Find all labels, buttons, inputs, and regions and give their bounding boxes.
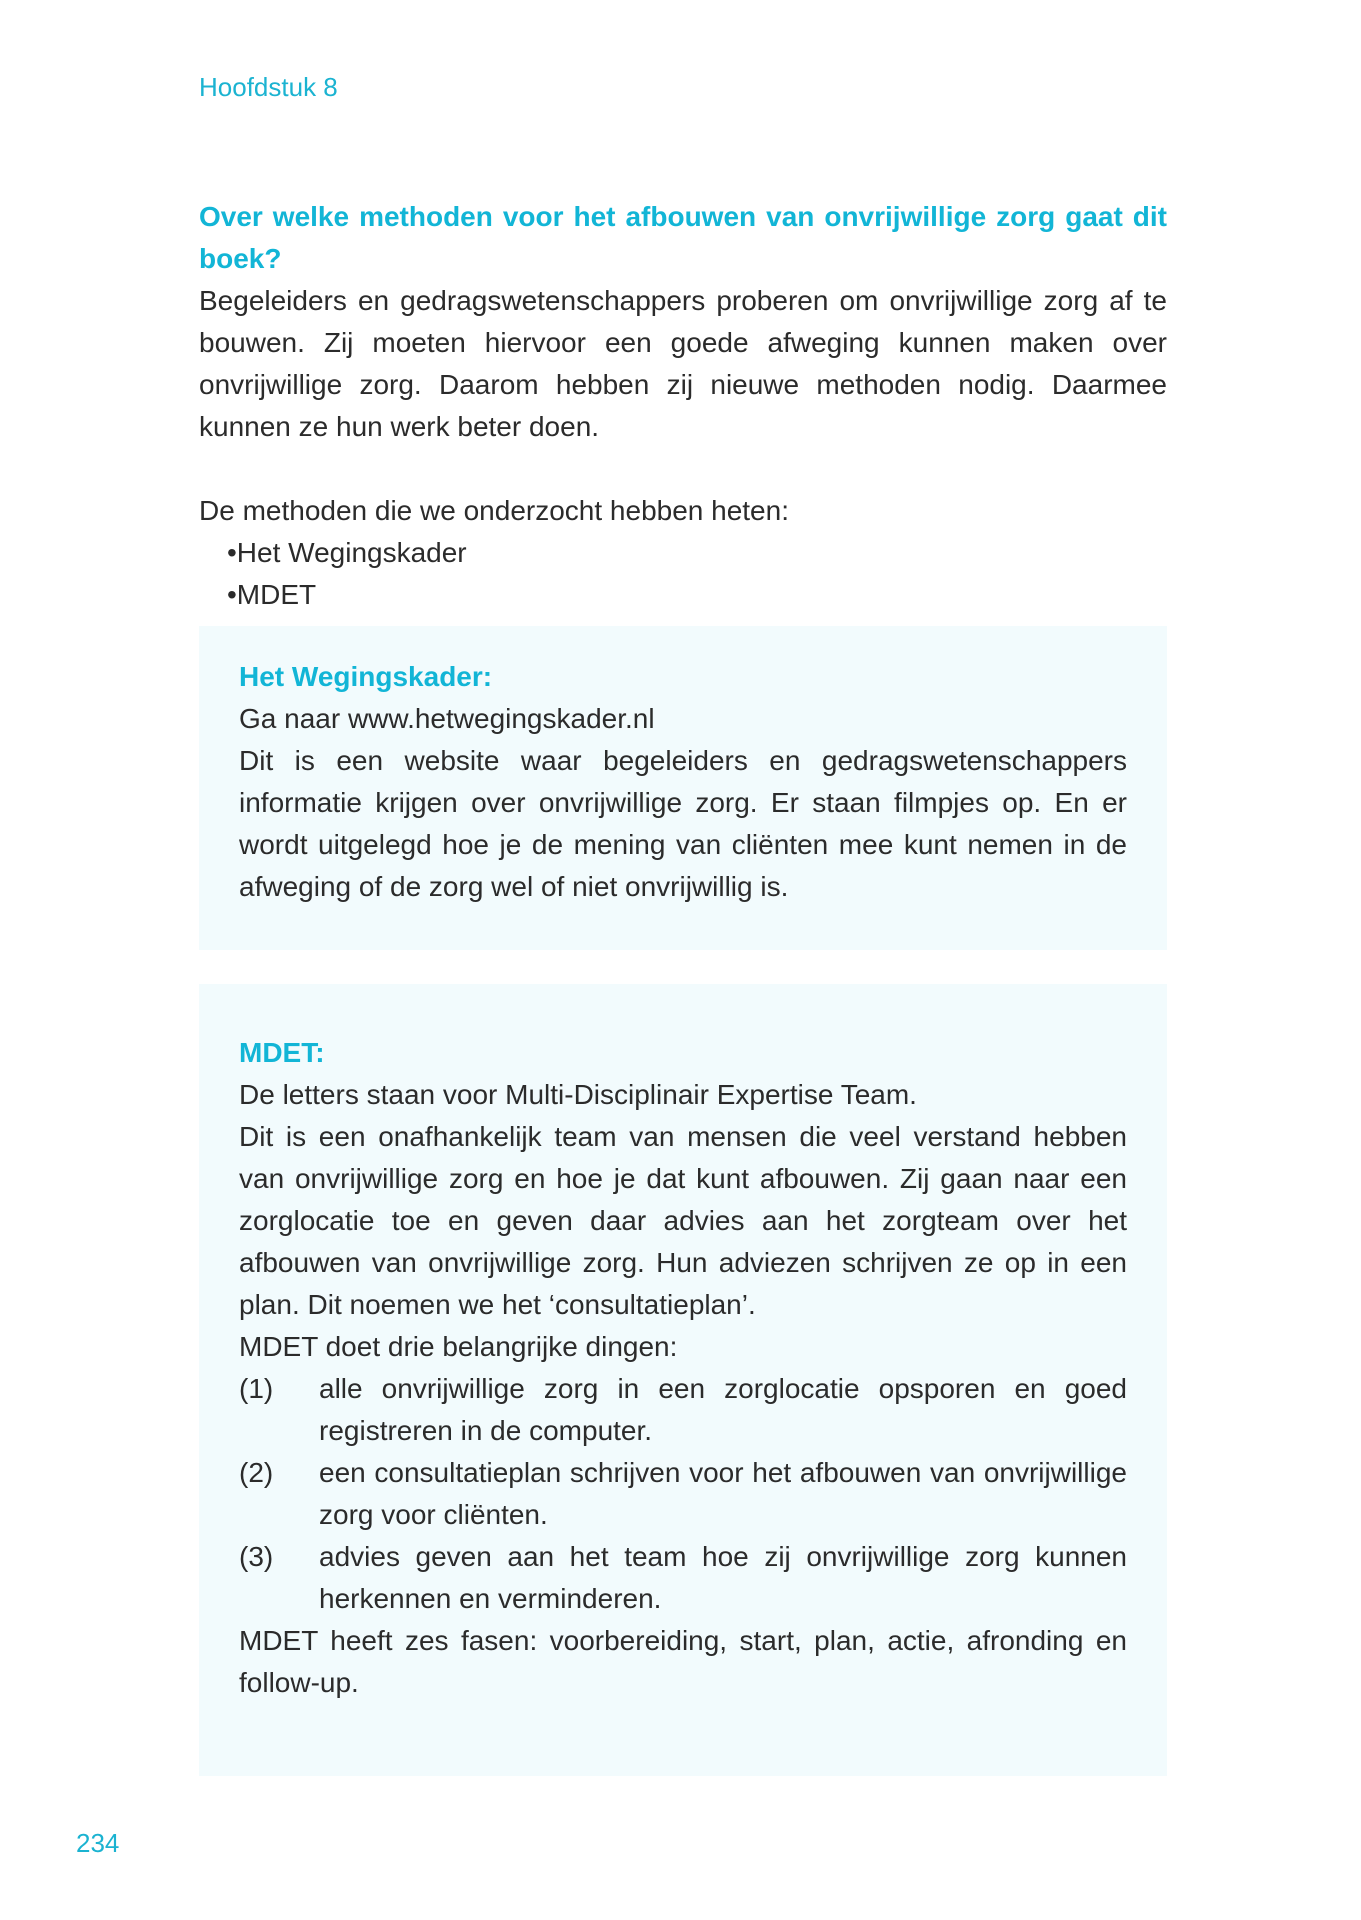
page-number: 234 <box>76 1828 120 1858</box>
task-text: een consultatieplan schrijven voor het afbouwen van onvrijwillige zorg voor cliënten. <box>319 1457 1127 1530</box>
mdet-text: Dit is een onafhankelijk team van mensen die veel verstand hebben van onvrijwillige zorg en hoe je dat kunt afbouwen. Zij gaan naar een zorglocatie toe en geven daar advies aan het zorgteam over het afbouwen van onvrijwillige zorg. Hun adviezen schrijven ze op in een plan. Dit noemen we het ‘consultatieplan’. <box>239 1121 1127 1320</box>
task-text: alle onvrijwillige zorg in een zorglocatie opsporen en goed registreren in de computer. <box>319 1373 1127 1446</box>
methods-intro: De methoden die we onderzocht hebben heten: <box>199 495 789 526</box>
mdet-phases: MDET heeft zes fasen: voorbereiding, start, plan, actie, afronding en follow-up. <box>239 1625 1127 1698</box>
wegingskader-link-line: Ga naar www.hetwegingskader.nl <box>239 703 655 734</box>
task-number: (2) <box>239 1457 274 1488</box>
section-heading: Over welke methoden voor het afbouwen van onvrijwillige zorg gaat dit boek? <box>199 201 1167 274</box>
wegingskader-box <box>199 626 1167 950</box>
task-text: advies geven aan het team hoe zij onvrijwillige zorg kunnen herkennen en verminderen. <box>319 1541 1127 1614</box>
mdet-box <box>199 984 1167 1776</box>
intro-paragraph: Begeleiders en gedragswetenschappers proberen om onvrijwillige zorg af te bouwen. Zij moeten hiervoor een goede afweging kunnen maken over onvrijwillige zorg. Daarom hebben zij nieuwe methoden nodig. Daarmee kunnen ze hun werk beter doen. <box>199 285 1167 442</box>
task-number: (1) <box>239 1373 274 1404</box>
wegingskader-title: Het Wegingskader: <box>239 661 493 692</box>
mdet-title: MDET: <box>239 1037 325 1068</box>
list-item <box>239 1368 1127 1452</box>
list-item <box>239 1536 1127 1620</box>
task-number: (3) <box>239 1541 274 1572</box>
list-item <box>239 1452 1127 1536</box>
mdet-tasks-list <box>239 1368 1127 1620</box>
mdet-tasks-intro: MDET doet drie belangrijke dingen: <box>239 1331 678 1362</box>
wegingskader-text: Dit is een website waar begeleiders en gedragswetenschappers informatie krijgen over onvrijwillige zorg. Er staan filmpjes op. En er wordt uitgelegd hoe je de mening van cliënten mee kunt nemen in de afweging of de zorg wel of niet onvrijwillig is. <box>239 745 1127 902</box>
chapter-header: Hoofdstuk 8 <box>199 72 338 102</box>
methods-list <box>199 532 1167 616</box>
mdet-definition: De letters staan voor Multi-Disciplinair Expertise Team. <box>239 1079 917 1110</box>
list-item: •MDET <box>227 579 317 610</box>
page-content <box>199 196 1167 1776</box>
list-item: •Het Wegingskader <box>227 537 467 568</box>
